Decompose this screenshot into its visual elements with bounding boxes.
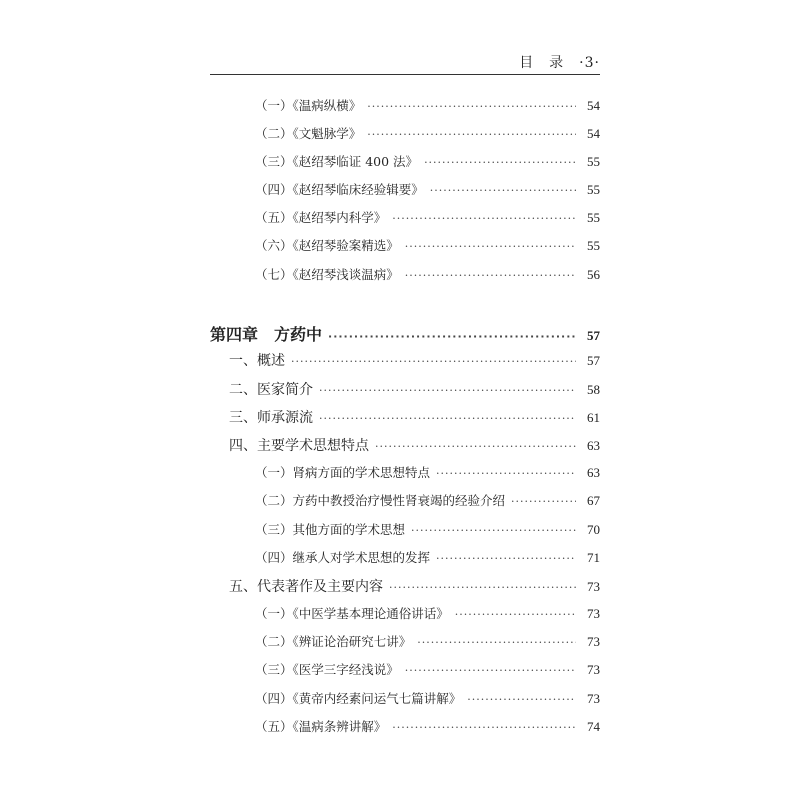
leader-dots	[405, 269, 576, 282]
toc-entry[interactable]	[255, 548, 600, 568]
toc-entry[interactable]	[255, 463, 600, 483]
leader-dots	[375, 440, 576, 453]
toc-entry-page: 54	[587, 98, 600, 113]
toc-entry[interactable]	[255, 689, 600, 709]
leader-dots	[319, 412, 576, 425]
leader-dots	[424, 156, 576, 169]
toc-entry[interactable]	[255, 491, 600, 511]
toc-entry-page: 74	[587, 719, 600, 734]
toc-entry-label: （二）《文魁脉学》	[255, 126, 362, 141]
leader-dots	[430, 184, 576, 197]
toc-entry-page: 54	[587, 126, 600, 141]
toc-entry-label: 一、概述	[229, 353, 285, 369]
toc-section[interactable]	[229, 350, 600, 370]
toc-chapter-heading[interactable]	[210, 322, 600, 342]
toc-entry-page: 56	[587, 267, 600, 282]
leader-dots	[436, 467, 576, 480]
toc-entry-page: 63	[587, 438, 600, 453]
toc-entry-page: 55	[587, 210, 600, 225]
toc-entry[interactable]	[255, 632, 600, 652]
toc-section[interactable]	[229, 407, 600, 427]
toc-entry-page: 58	[587, 382, 600, 397]
toc-entry-page: 63	[587, 465, 600, 480]
toc-entry-label: 二、医家简介	[229, 382, 313, 398]
toc-entry-page: 73	[587, 634, 600, 649]
toc-entry-label: （三）《赵绍琴临证 400 法》	[255, 154, 419, 169]
toc-entry[interactable]	[255, 265, 600, 285]
leader-dots	[436, 552, 576, 565]
toc-entry-label: 第四章 方药中	[210, 325, 323, 344]
toc-entry-label: （六）《赵绍琴验案精选》	[255, 238, 399, 253]
leader-dots	[392, 212, 576, 225]
leader-dots	[291, 355, 576, 368]
toc-entry-page: 57	[587, 353, 600, 368]
toc-entry-label: （五）《赵绍琴内科学》	[255, 210, 387, 225]
leader-dots	[405, 664, 576, 677]
leader-dots	[367, 128, 576, 141]
leader-dots	[467, 693, 576, 706]
toc-entry-label: （五）《温病条辨讲解》	[255, 719, 387, 734]
toc-entry-page: 55	[587, 154, 600, 169]
toc-entry[interactable]	[255, 604, 600, 624]
leader-dots	[328, 330, 576, 343]
toc-entry[interactable]	[255, 236, 600, 256]
toc-entry-label: （二）方药中教授治疗慢性肾衰竭的经验介绍	[255, 493, 506, 508]
toc-entry-page: 71	[587, 550, 600, 565]
toc-entry[interactable]	[255, 717, 600, 737]
toc-entry-page: 73	[587, 691, 600, 706]
toc-entry-page: 73	[587, 606, 600, 621]
toc-entry-label: 五、代表著作及主要内容	[229, 579, 383, 595]
toc-entry[interactable]	[255, 96, 600, 116]
toc-entry[interactable]	[255, 124, 600, 144]
leader-dots	[411, 524, 576, 537]
toc-entry-label: （四）继承人对学术思想的发挥	[255, 550, 431, 565]
leader-dots	[511, 495, 576, 508]
header-title: 目 录 ·3·	[519, 55, 600, 71]
toc-entry-label: 三、师承源流	[229, 410, 313, 426]
toc-entry-label: （一）《温病纵横》	[255, 98, 362, 113]
leader-dots	[417, 636, 576, 649]
toc-entry-label: （三）《医学三字经浅说》	[255, 662, 399, 677]
toc-section[interactable]	[229, 379, 600, 399]
leader-dots	[389, 581, 576, 594]
toc-entry[interactable]	[255, 208, 600, 228]
leader-dots	[367, 100, 576, 113]
toc-entry-page: 70	[587, 522, 600, 537]
toc-section[interactable]	[229, 576, 600, 596]
toc-entry-label: （二）《辨证论治研究七讲》	[255, 634, 412, 649]
toc-entry[interactable]	[255, 152, 600, 172]
leader-dots	[405, 240, 576, 253]
toc-entry-label: （七）《赵绍琴浅谈温病》	[255, 267, 399, 282]
toc-entry-page: 55	[587, 182, 600, 197]
leader-dots	[455, 608, 576, 621]
toc-entry-page: 73	[587, 662, 600, 677]
toc-entry-page: 67	[587, 493, 600, 508]
toc-entry[interactable]	[255, 520, 600, 540]
toc-entry-label: （一）肾病方面的学术思想特点	[255, 465, 431, 480]
toc-entry[interactable]	[255, 180, 600, 200]
toc-entry-page: 55	[587, 238, 600, 253]
leader-dots	[319, 384, 576, 397]
toc-entry-label: 四、主要学术思想特点	[229, 438, 369, 454]
toc-entry-label: （三）其他方面的学术思想	[255, 522, 406, 537]
toc-entry-label: （四）《黄帝内经素问运气七篇讲解》	[255, 691, 462, 706]
toc-entry-page: 73	[587, 579, 600, 594]
toc-entry[interactable]	[255, 660, 600, 680]
toc-entry-label: （四）《赵绍琴临床经验辑要》	[255, 182, 424, 197]
leader-dots	[392, 721, 576, 734]
toc-section[interactable]	[229, 435, 600, 455]
toc-entry-page: 57	[587, 328, 600, 343]
toc-entry-page: 61	[587, 410, 600, 425]
toc-entry-label: （一）《中医学基本理论通俗讲话》	[255, 606, 449, 621]
